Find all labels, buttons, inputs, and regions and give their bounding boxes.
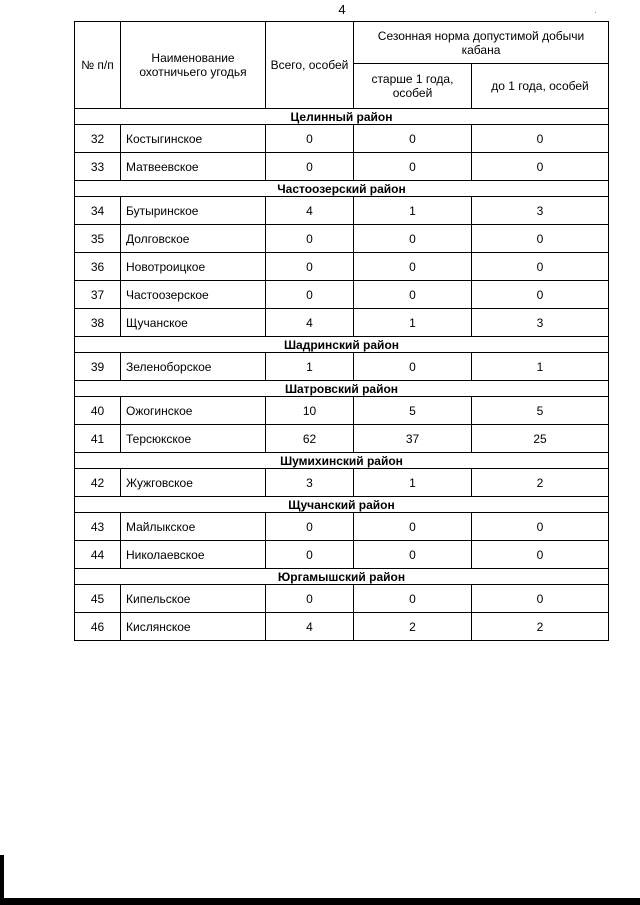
younger-count: 3: [472, 309, 609, 337]
older-count: 0: [354, 125, 472, 153]
older-count: 1: [354, 469, 472, 497]
header-younger: до 1 года, особей: [472, 64, 609, 109]
district-name: Юргамышский район: [75, 569, 609, 585]
younger-count: 0: [472, 281, 609, 309]
hunting-ground-name: Николаевское: [121, 541, 266, 569]
table-row: [75, 125, 609, 153]
older-count: 5: [354, 397, 472, 425]
table-row: [75, 153, 609, 181]
table-row: [75, 541, 609, 569]
district-name: Шумихинский район: [75, 453, 609, 469]
younger-count: 0: [472, 513, 609, 541]
row-number: 41: [75, 425, 121, 453]
total-count: 62: [266, 425, 354, 453]
table-row: [75, 197, 609, 225]
younger-count: 0: [472, 253, 609, 281]
younger-count: 0: [472, 125, 609, 153]
table-row: [75, 613, 609, 641]
row-number: 37: [75, 281, 121, 309]
hunting-ground-name: Новотроицкое: [121, 253, 266, 281]
total-count: 3: [266, 469, 354, 497]
older-count: 0: [354, 253, 472, 281]
table-row: [75, 281, 609, 309]
hunting-ground-name: Майлыкское: [121, 513, 266, 541]
header-name: Наименование охотничьего угодья: [121, 22, 266, 109]
table-row: [75, 397, 609, 425]
total-count: 1: [266, 353, 354, 381]
younger-count: 0: [472, 585, 609, 613]
row-number: 44: [75, 541, 121, 569]
hunting-ground-name: Кипельское: [121, 585, 266, 613]
row-number: 38: [75, 309, 121, 337]
district-row: [75, 569, 609, 585]
total-count: 0: [266, 281, 354, 309]
row-number: 45: [75, 585, 121, 613]
hunting-ground-name: Ожогинское: [121, 397, 266, 425]
younger-count: 25: [472, 425, 609, 453]
total-count: 0: [266, 125, 354, 153]
header-season-norm: Сезонная норма допустимой добычи кабана: [354, 22, 609, 64]
total-count: 0: [266, 153, 354, 181]
younger-count: 5: [472, 397, 609, 425]
hunting-ground-name: Матвеевское: [121, 153, 266, 181]
older-count: 1: [354, 309, 472, 337]
table-body: [75, 109, 609, 641]
hunting-ground-name: Костыгинское: [121, 125, 266, 153]
table-row: [75, 309, 609, 337]
row-number: 35: [75, 225, 121, 253]
district-name: Щучанский район: [75, 497, 609, 513]
older-count: 37: [354, 425, 472, 453]
district-row: [75, 109, 609, 125]
row-number: 40: [75, 397, 121, 425]
older-count: 2: [354, 613, 472, 641]
older-count: 0: [354, 541, 472, 569]
total-count: 0: [266, 541, 354, 569]
older-count: 1: [354, 197, 472, 225]
table-row: [75, 513, 609, 541]
district-row: [75, 337, 609, 353]
table-row: [75, 225, 609, 253]
district-name: Шадринский район: [75, 337, 609, 353]
table-row: [75, 425, 609, 453]
scan-speck: [595, 12, 596, 13]
hunting-ground-name: Жужговское: [121, 469, 266, 497]
younger-count: 3: [472, 197, 609, 225]
scan-edge-bottom: [0, 898, 640, 905]
older-count: 0: [354, 513, 472, 541]
total-count: 4: [266, 309, 354, 337]
older-count: 0: [354, 281, 472, 309]
hunting-quota-table: [74, 21, 609, 641]
younger-count: 1: [472, 353, 609, 381]
hunting-ground-name: Зеленоборское: [121, 353, 266, 381]
table-row: [75, 585, 609, 613]
younger-count: 0: [472, 541, 609, 569]
total-count: 0: [266, 225, 354, 253]
total-count: 0: [266, 513, 354, 541]
table-row: [75, 469, 609, 497]
younger-count: 2: [472, 613, 609, 641]
row-number: 46: [75, 613, 121, 641]
hunting-ground-name: Бутыринское: [121, 197, 266, 225]
row-number: 43: [75, 513, 121, 541]
younger-count: 2: [472, 469, 609, 497]
younger-count: 0: [472, 153, 609, 181]
district-row: [75, 497, 609, 513]
row-number: 34: [75, 197, 121, 225]
district-row: [75, 181, 609, 197]
total-count: 10: [266, 397, 354, 425]
older-count: 0: [354, 225, 472, 253]
page-number: 4: [338, 2, 346, 17]
district-row: [75, 381, 609, 397]
younger-count: 0: [472, 225, 609, 253]
hunting-ground-name: Щучанское: [121, 309, 266, 337]
district-name: Шатровский район: [75, 381, 609, 397]
table-row: [75, 253, 609, 281]
older-count: 0: [354, 153, 472, 181]
hunting-ground-name: Частоозерское: [121, 281, 266, 309]
hunting-ground-name: Терсюкское: [121, 425, 266, 453]
hunting-ground-name: Кислянское: [121, 613, 266, 641]
row-number: 32: [75, 125, 121, 153]
older-count: 0: [354, 585, 472, 613]
total-count: 4: [266, 197, 354, 225]
hunting-ground-name: Долговское: [121, 225, 266, 253]
row-number: 36: [75, 253, 121, 281]
table-row: [75, 353, 609, 381]
total-count: 0: [266, 253, 354, 281]
row-number: 39: [75, 353, 121, 381]
district-name: Частоозерский район: [75, 181, 609, 197]
header-num: № п/п: [75, 22, 121, 109]
older-count: 0: [354, 353, 472, 381]
total-count: 4: [266, 613, 354, 641]
district-name: Целинный район: [75, 109, 609, 125]
row-number: 42: [75, 469, 121, 497]
header-total: Всего, особей: [266, 22, 354, 109]
row-number: 33: [75, 153, 121, 181]
total-count: 0: [266, 585, 354, 613]
district-row: [75, 453, 609, 469]
header-older: старше 1 года, особей: [354, 64, 472, 109]
